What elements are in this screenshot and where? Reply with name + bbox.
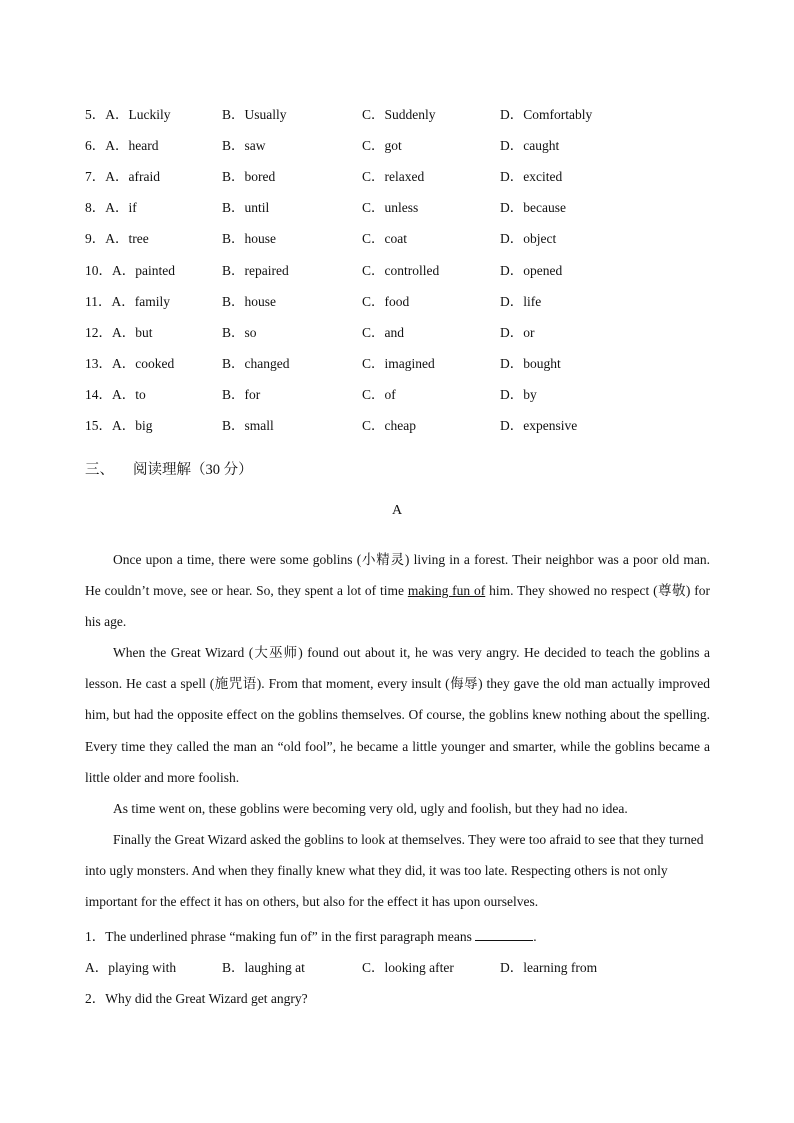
option-c: C．imagined [362,356,435,372]
option-d: D．life [500,293,542,309]
option-row-13 [85,347,725,378]
option-c: C．got [362,137,402,153]
option-a: 13．A．cooked [85,356,175,372]
option-d: D．Comfortably [500,106,593,122]
option-a: 6．A．heard [85,137,159,153]
option-d: D．or [500,324,535,340]
option-b: B．small [222,418,274,434]
option-row-12 [85,315,725,346]
option-d: D．caught [500,137,560,153]
option-c: C．relaxed [362,168,425,184]
option-row-14 [85,378,725,409]
option-row-11 [85,284,725,315]
reading-passage [85,544,710,917]
option-d: D．because [500,200,566,216]
option-a: 14．A．to [85,387,146,403]
option-b: B．repaired [222,262,289,278]
option-row-15 [85,409,725,440]
option-row-9 [85,222,725,253]
option-a: 5．A．Luckily [85,106,171,122]
option-c: C．and [362,324,404,340]
option-b: B．house [222,231,276,247]
option-b: B．so [222,324,257,340]
option-b: B．Usually [222,106,287,122]
option-b: B．saw [222,137,266,153]
section-number: 三、 [85,462,114,478]
option-b: B．changed [222,356,290,372]
question-2: 2．Why did the Great Wizard get angry? [85,991,308,1006]
option-d: D．object [500,231,557,247]
q1-option-d: D．learning from [500,960,598,975]
option-c: C．coat [362,231,407,247]
option-row-5 [85,97,725,128]
option-c: C．Suddenly [362,106,436,122]
option-row-7 [85,159,725,190]
q1-option-a: A．playing with [85,960,177,975]
option-c: C．of [362,387,396,403]
option-d: D．opened [500,262,563,278]
option-c: C．cheap [362,418,416,434]
option-d: D．by [500,387,537,403]
option-d: D．expensive [500,418,578,434]
option-d: D．excited [500,168,563,184]
option-a: 10．A．painted [85,262,175,278]
option-c: C．unless [362,200,419,216]
paragraph-3: As time went on, these goblins were becoming very old, ugly and foolish, but they had no idea. [113,800,628,816]
q1-option-b: B．laughing at [222,960,305,975]
options-list [85,97,725,440]
option-d: D．bought [500,356,561,372]
answer-blank [475,928,533,941]
underlined-phrase: making fun of [407,583,486,599]
option-b: B．bored [222,168,276,184]
option-c: C．food [362,293,410,309]
option-a: 8．A．if [85,200,137,216]
passage-title: A [391,503,403,518]
section-title: 阅读理解（30 分） [133,462,253,478]
q1-option-c: C．looking after [362,960,454,975]
option-c: C．controlled [362,262,440,278]
paragraph-4: Finally the Great Wizard asked the goblins to look at themselves. They were too afraid to see that they turned into ugly monsters. And when they finally knew what they did, it was too late. Respecting others is not only important for the effect it has on others, but also for the effect it has upon ourselves. [85,831,704,910]
option-b: B．until [222,200,270,216]
option-b: B．for [222,387,261,403]
option-row-6 [85,128,725,159]
option-row-8 [85,191,725,222]
option-a: 7．A．afraid [85,168,160,184]
option-a: 12．A．but [85,324,153,340]
paragraph-2: When the Great Wizard (大巫师) found out about it, he was very angry. He decided to teach the goblins a lesson. He cast a spell (施咒语). From that moment, every insult (侮辱) they gave the old man actually improved him, but had the opposite effect on the goblins themselves. Of course, the goblins knew nothing about the spelling. Every time they called the man an “old fool”, he became a little younger and smarter, while the goblins became a little older and more foolish. [85,645,710,785]
section-heading [85,458,253,479]
option-a: 11．A．family [85,293,170,309]
option-b: B．house [222,293,276,309]
paragraph-1: Once upon a time, there were some goblins (小精灵) living in a forest. Their neighbor was a poor old man. He couldn’t move, see or hear. So, they spent a lot of time making fun of him. They showed no respect (尊敬) for his age. [85,552,710,630]
option-a: 15．A．big [85,418,153,434]
option-row-10 [85,253,725,284]
question-1: 1．The underlined phrase “making fun of” in the first paragraph means . [85,929,537,944]
question-1-options [85,956,725,976]
option-a: 9．A．tree [85,231,149,247]
